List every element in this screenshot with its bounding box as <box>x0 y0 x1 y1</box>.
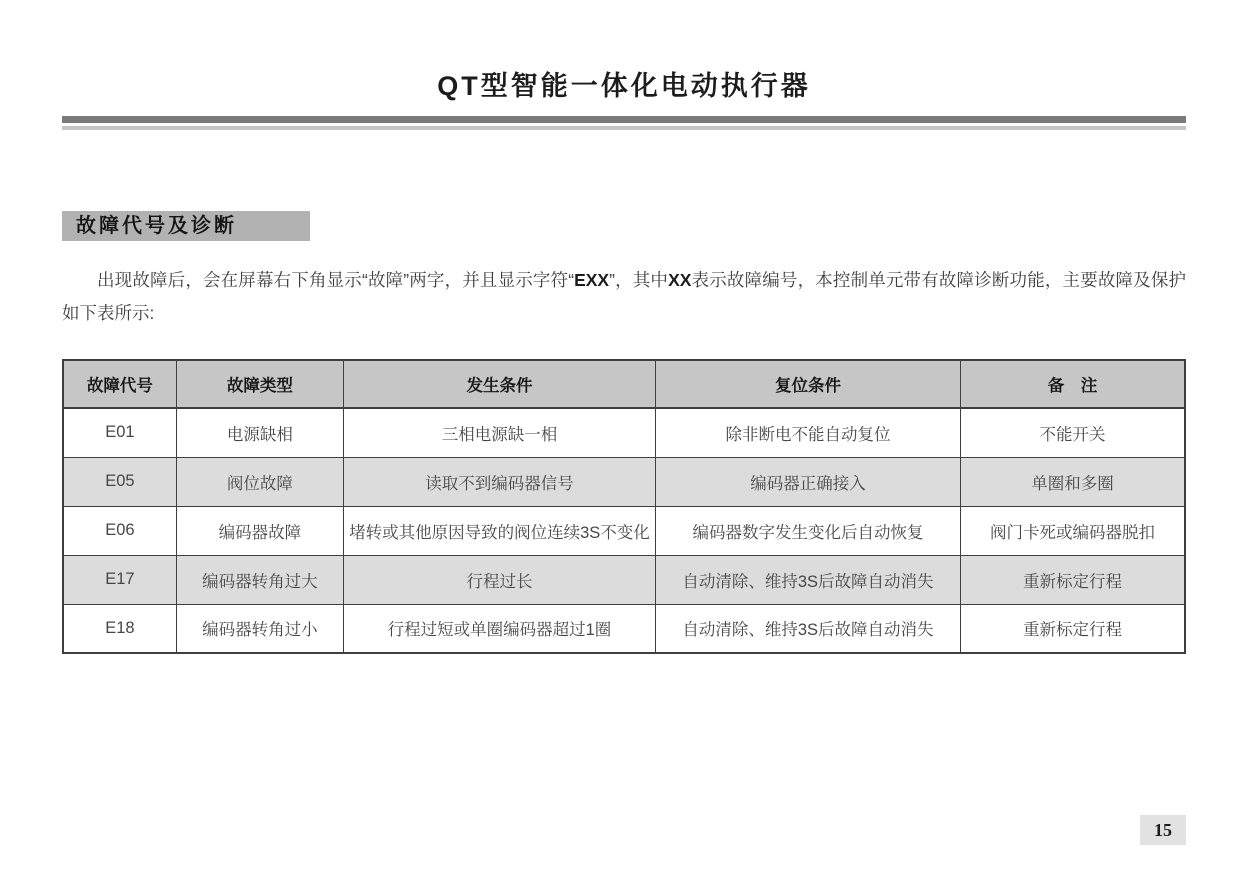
fault-table-head <box>63 360 1185 408</box>
table-cell: 编码器正确接入 <box>655 457 960 506</box>
table-cell: 除非断电不能自动复位 <box>655 408 960 457</box>
paragraph-segment: ”，其中 <box>609 270 669 290</box>
table-header-cell: 备 注 <box>961 360 1185 408</box>
table-cell: E01 <box>63 408 176 457</box>
document-page <box>0 64 1241 891</box>
table-header-row <box>63 360 1185 408</box>
table-cell: 读取不到编码器信号 <box>343 457 655 506</box>
table-cell: 行程过长 <box>343 555 655 604</box>
table-cell: 电源缺相 <box>176 408 343 457</box>
table-cell: E05 <box>63 457 176 506</box>
section-heading: 故障代号及诊断 <box>62 211 310 241</box>
table-cell: 堵转或其他原因导致的阀位连续3S不变化 <box>343 506 655 555</box>
table-cell: 编码器转角过小 <box>176 604 343 653</box>
table-header-cell: 复位条件 <box>655 360 960 408</box>
table-row <box>63 604 1185 653</box>
intro-paragraph <box>62 264 1186 330</box>
table-row <box>63 506 1185 555</box>
title-rule-thick <box>62 116 1186 123</box>
table-row <box>63 457 1185 506</box>
table-cell: 编码器转角过大 <box>176 555 343 604</box>
page-number: 15 <box>1140 815 1186 845</box>
table-cell: 不能开关 <box>961 408 1185 457</box>
title-rule-thin <box>62 126 1186 130</box>
table-row <box>63 555 1185 604</box>
table-cell: 重新标定行程 <box>961 604 1185 653</box>
fault-number-placeholder: XX <box>668 270 692 290</box>
table-cell: E06 <box>63 506 176 555</box>
page-title: QT型智能一体化电动执行器 <box>437 71 811 101</box>
table-cell: 重新标定行程 <box>961 555 1185 604</box>
table-cell: E17 <box>63 555 176 604</box>
table-cell: 编码器故障 <box>176 506 343 555</box>
table-cell: 行程过短或单圈编码器超过1圈 <box>343 604 655 653</box>
table-cell: 三相电源缺一相 <box>343 408 655 457</box>
table-cell: 自动清除、维持3S后故障自动消失 <box>655 555 960 604</box>
table-cell: 编码器数字发生变化后自动恢复 <box>655 506 960 555</box>
table-cell: 自动清除、维持3S后故障自动消失 <box>655 604 960 653</box>
table-cell: 单圈和多圈 <box>961 457 1185 506</box>
fault-code-format: EXX <box>574 270 610 290</box>
fault-table <box>62 359 1186 654</box>
table-header-cell: 发生条件 <box>343 360 655 408</box>
fault-table-body <box>63 408 1185 653</box>
table-header-cell: 故障类型 <box>176 360 343 408</box>
table-header-cell: 故障代号 <box>63 360 176 408</box>
table-cell: E18 <box>63 604 176 653</box>
table-row <box>63 408 1185 457</box>
paragraph-segment: 表示故障编号，本控制单元带有故障诊断功能，主要故障及保护如下表所示: <box>62 270 1187 323</box>
table-cell: 阀位故障 <box>176 457 343 506</box>
paragraph-segment: 出现故障后，会在屏幕右下角显示“故障”两字，并且显示字符“ <box>97 270 575 290</box>
table-cell: 阀门卡死或编码器脱扣 <box>961 506 1185 555</box>
